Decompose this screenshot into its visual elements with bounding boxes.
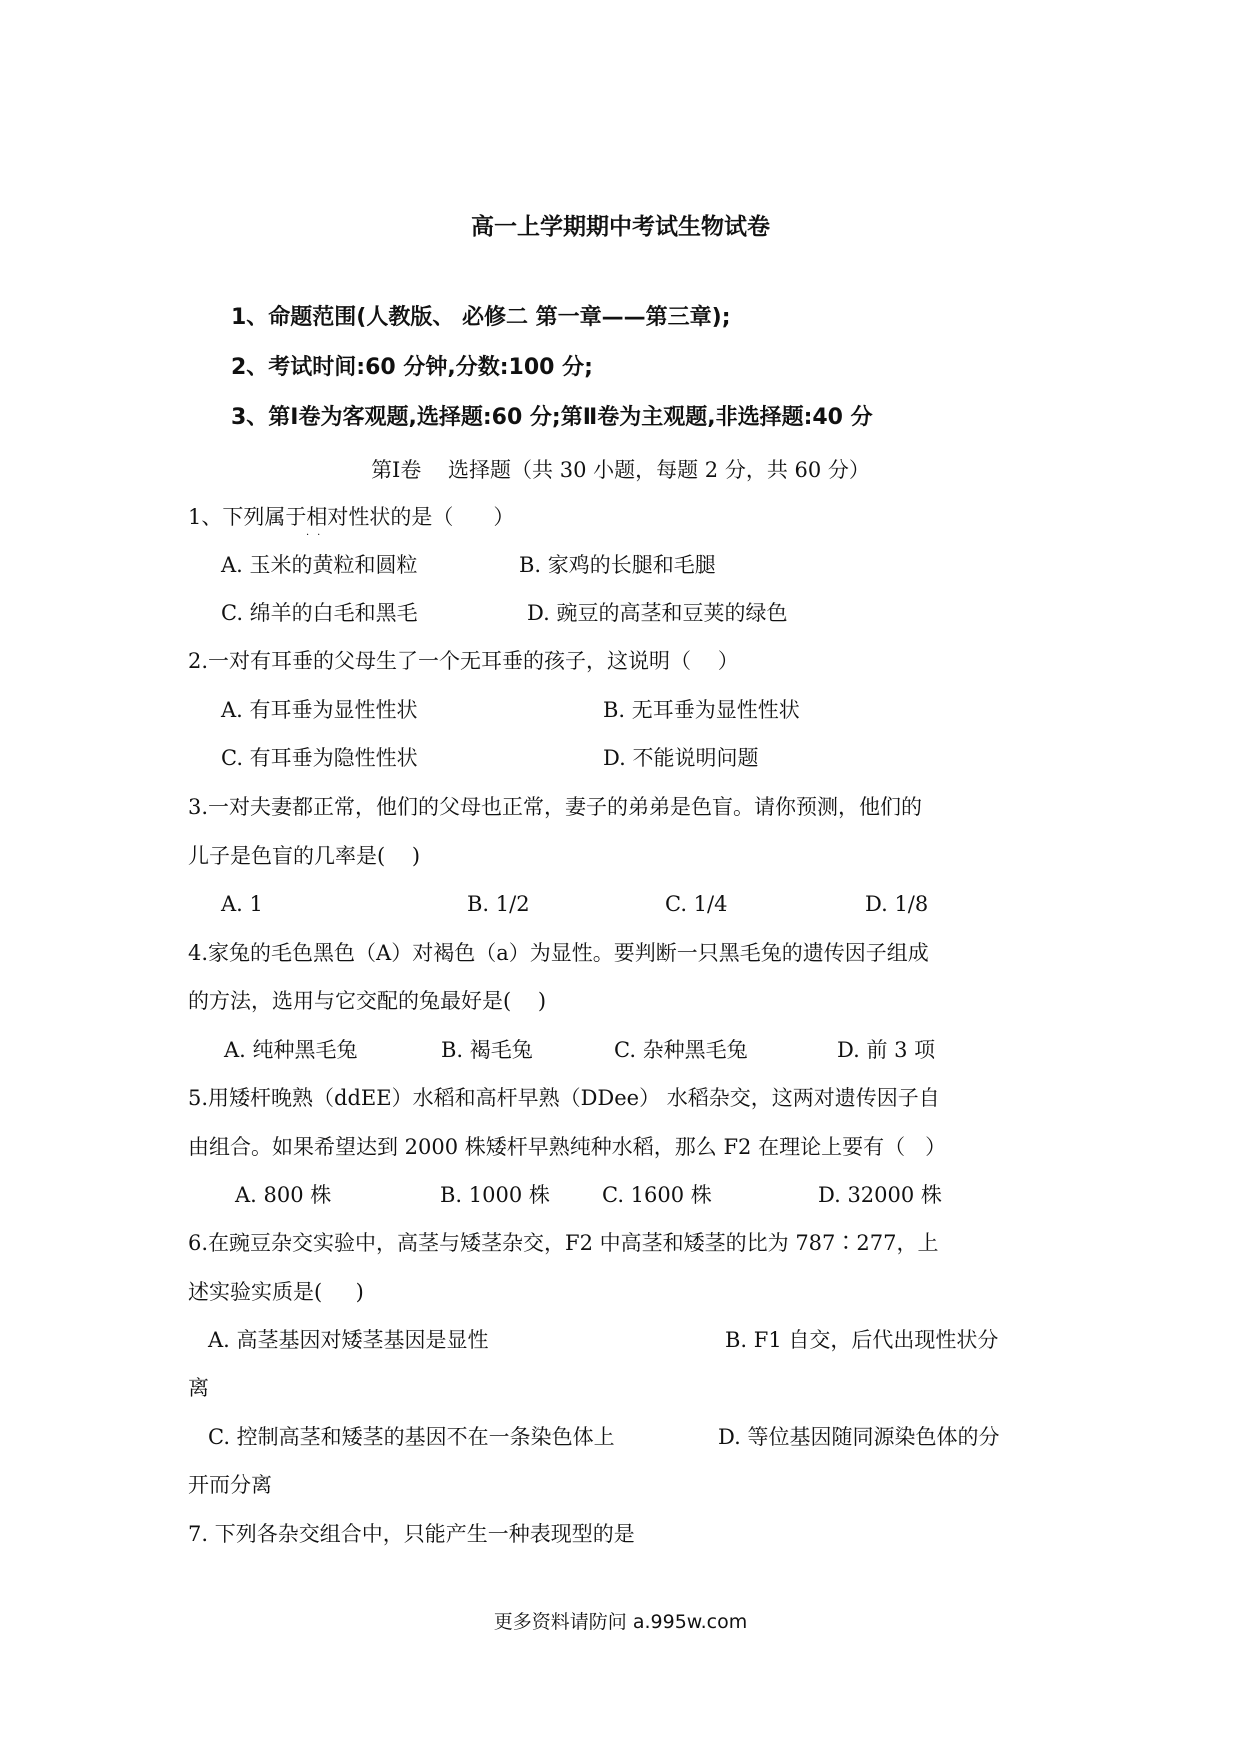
question-1-stem: 1、下列属于相对性状的是（ ） (188, 505, 515, 529)
question-3-option-b: B. 1/2 (467, 892, 530, 916)
question-1-option-c: C. 绵羊的白毛和黑毛 (221, 601, 418, 625)
question-3-stem-line-1: 3.一对夫妻都正常，他们的父母也正常，妻子的弟弟是色盲。请你预测，他们的 (188, 795, 923, 819)
question-6-option-b: B. F1 自交，后代出现性状分 (725, 1328, 999, 1352)
question-2-option-a: A. 有耳垂为显性性状 (221, 698, 418, 722)
question-5-stem-line-2: 由组合。如果希望达到 2000 株矮杆早熟纯种水稻，那么 F2 在理论上要有（ ） (188, 1135, 947, 1159)
section-heading: 第Ⅰ卷 选择题（共 30 小题，每题 2 分，共 60 分） (371, 458, 870, 482)
question-6-option-d-continued: 开而分离 (188, 1473, 272, 1497)
question-2-option-b: B. 无耳垂为显性性状 (603, 698, 800, 722)
question-3-stem-line-2: 儿子是色盲的几率是( ) (188, 844, 421, 868)
exam-title: 高一上学期期中考试生物试卷 (471, 214, 770, 240)
emphasis-dots: ·· (306, 530, 329, 541)
question-2-option-d: D. 不能说明问题 (603, 746, 759, 770)
question-1-option-d: D. 豌豆的高茎和豆荚的绿色 (527, 601, 788, 625)
question-4-option-c: C. 杂种黑毛兔 (614, 1038, 748, 1062)
question-6-option-a: A. 高茎基因对矮茎基因是显性 (208, 1328, 489, 1352)
question-5-option-a: A. 800 株 (235, 1183, 332, 1207)
question-7-stem: 7. 下列各杂交组合中，只能产生一种表现型的是 (188, 1522, 635, 1546)
footer-link-text: 更多资料请防问 a.995w.com (493, 1611, 748, 1633)
question-3-option-d: D. 1/8 (865, 892, 929, 916)
question-4-stem-line-2: 的方法，选用与它交配的兔最好是( ) (188, 989, 547, 1013)
question-3-option-a: A. 1 (221, 892, 263, 916)
question-6-stem-line-2: 述实验实质是( ) (188, 1280, 364, 1304)
question-3-option-c: C. 1/4 (665, 892, 728, 916)
question-5-option-b: B. 1000 株 (440, 1183, 550, 1207)
question-5-option-d: D. 32000 株 (818, 1183, 942, 1207)
question-1-option-a: A. 玉米的黄粒和圆粒 (221, 553, 418, 577)
instruction-3: 3、第Ⅰ卷为客观题,选择题:60 分;第Ⅱ卷为主观题,非选择题:40 分 (231, 405, 873, 430)
question-1-option-b: B. 家鸡的长腿和毛腿 (519, 553, 716, 577)
question-2-option-c: C. 有耳垂为隐性性状 (221, 746, 418, 770)
question-5-option-c: C. 1600 株 (602, 1183, 712, 1207)
question-4-option-a: A. 纯种黑毛兔 (224, 1038, 358, 1062)
question-4-option-d: D. 前 3 项 (837, 1038, 936, 1062)
question-6-option-c: C. 控制高茎和矮茎的基因不在一条染色体上 (208, 1425, 615, 1449)
instruction-1: 1、命题范围(人教版、 必修二 第一章——第三章); (231, 305, 731, 330)
question-6-option-b-continued: 离 (188, 1376, 209, 1400)
question-2-stem: 2.一对有耳垂的父母生了一个无耳垂的孩子，这说明（ ） (188, 649, 739, 673)
question-4-stem-line-1: 4.家兔的毛色黑色（A）对褐色（a）为显性。要判断一只黑毛兔的遗传因子组成 (188, 941, 929, 965)
question-6-stem-line-1: 6.在豌豆杂交实验中，高茎与矮茎杂交，F2 中高茎和矮茎的比为 787∶277，上 (188, 1231, 939, 1255)
instruction-2: 2、考试时间:60 分钟,分数:100 分; (231, 355, 593, 380)
question-5-stem-line-1: 5.用矮杆晚熟（ddEE）水稻和高杆早熟（DDee） 水稻杂交，这两对遗传因子自 (188, 1086, 940, 1110)
question-6-option-d: D. 等位基因随同源染色体的分 (718, 1425, 1000, 1449)
question-4-option-b: B. 褐毛兔 (441, 1038, 533, 1062)
